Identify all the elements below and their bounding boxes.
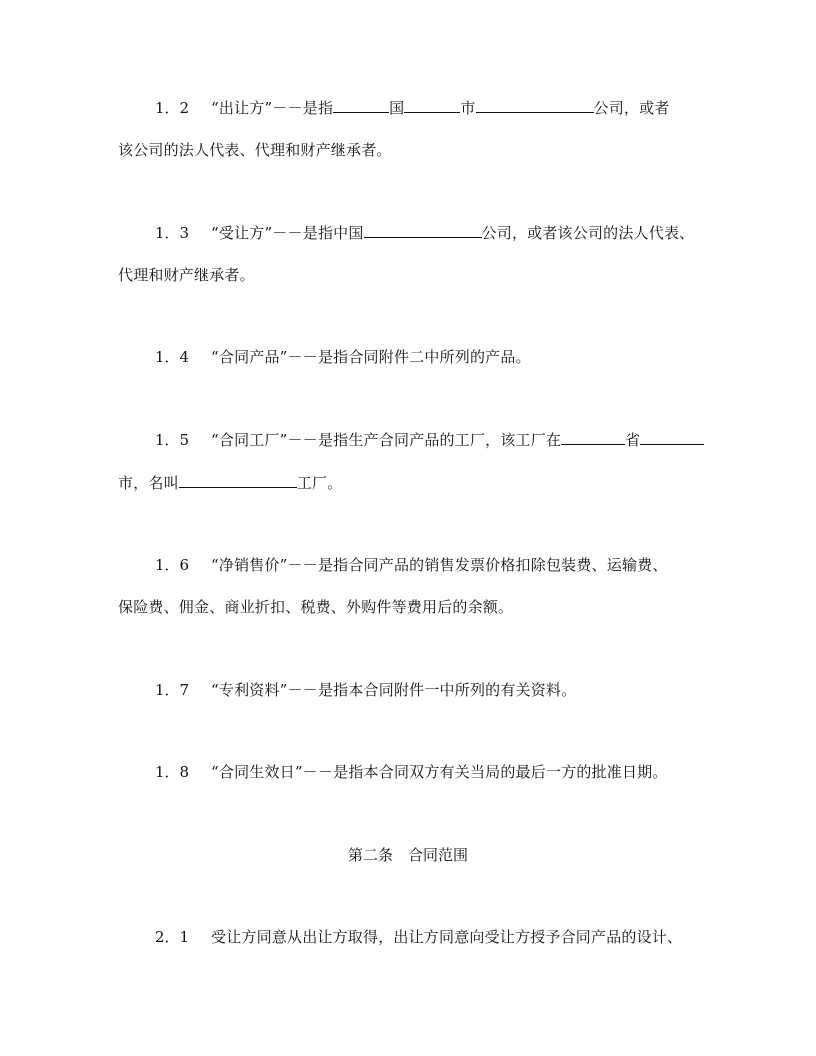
fill-blank-city xyxy=(640,429,704,445)
clause-text: “净销售价”－－是指合同产品的销售发票价格扣除包装费、运输费、 xyxy=(211,556,668,574)
clause-text: 省 xyxy=(625,431,641,449)
clause-text: “专利资料”－－是指本合同附件一中所列的有关资料。 xyxy=(211,681,577,699)
clause-1-3-line-1 xyxy=(155,222,694,243)
clause-1-5-line-1 xyxy=(155,429,704,450)
clause-text: 受让方同意从出让方取得，出让方同意向受让方授予合同产品的设计、 xyxy=(211,928,683,946)
clause-1-4-line-1 xyxy=(155,347,531,367)
clause-number: 1．2 xyxy=(155,99,190,117)
article-heading: 第二条 合同范围 xyxy=(347,846,468,864)
fill-blank-company xyxy=(364,222,482,238)
fill-blank-company xyxy=(476,97,594,113)
clause-1-7-line-1 xyxy=(155,680,576,700)
clause-1-6-line-1 xyxy=(155,555,668,575)
clause-number: 1．7 xyxy=(155,681,190,699)
clause-text: “出让方”－－是指 xyxy=(211,99,334,117)
clause-number: 1．5 xyxy=(155,431,190,449)
clause-text: “合同产品”－－是指合同附件二中所列的产品。 xyxy=(211,348,531,366)
clause-number: 2．1 xyxy=(155,928,190,946)
clause-text: 市 xyxy=(460,99,476,117)
clause-1-3-line-2: 代理和财产继承者。 xyxy=(118,266,255,284)
clause-text: “受让方”－－是指中国 xyxy=(211,224,364,242)
clause-text: 公司，或者 xyxy=(593,99,670,117)
fill-blank-province xyxy=(561,429,625,445)
clause-text: “合同生效日”－－是指本合同双方有关当局的最后一方的批准日期。 xyxy=(211,763,668,781)
clause-1-5-line-2 xyxy=(118,472,342,493)
clause-2-1-line-1 xyxy=(155,927,682,947)
clause-text: 公司，或者该公司的法人代表、 xyxy=(481,224,695,242)
fill-blank-city xyxy=(404,97,460,113)
clause-text: 国 xyxy=(389,99,405,117)
clause-number: 1．3 xyxy=(155,224,190,242)
clause-1-2-line-2: 该公司的法人代表、代理和财产继承者。 xyxy=(118,141,392,159)
clause-1-8-line-1 xyxy=(155,762,668,782)
fill-blank-country xyxy=(333,97,389,113)
clause-text: 市，名叫 xyxy=(118,474,179,492)
clause-text: “合同工厂”－－是指生产合同产品的工厂，该工厂在 xyxy=(211,431,562,449)
fill-blank-factory xyxy=(179,472,297,488)
clause-number: 1．6 xyxy=(155,556,190,574)
clause-number: 1．8 xyxy=(155,763,190,781)
clause-number: 1．4 xyxy=(155,348,190,366)
clause-1-2-line-1 xyxy=(155,97,670,118)
clause-1-6-line-2: 保险费、佣金、商业折扣、税费、外购件等费用后的余额。 xyxy=(118,598,514,616)
clause-text: 工厂。 xyxy=(296,474,343,492)
